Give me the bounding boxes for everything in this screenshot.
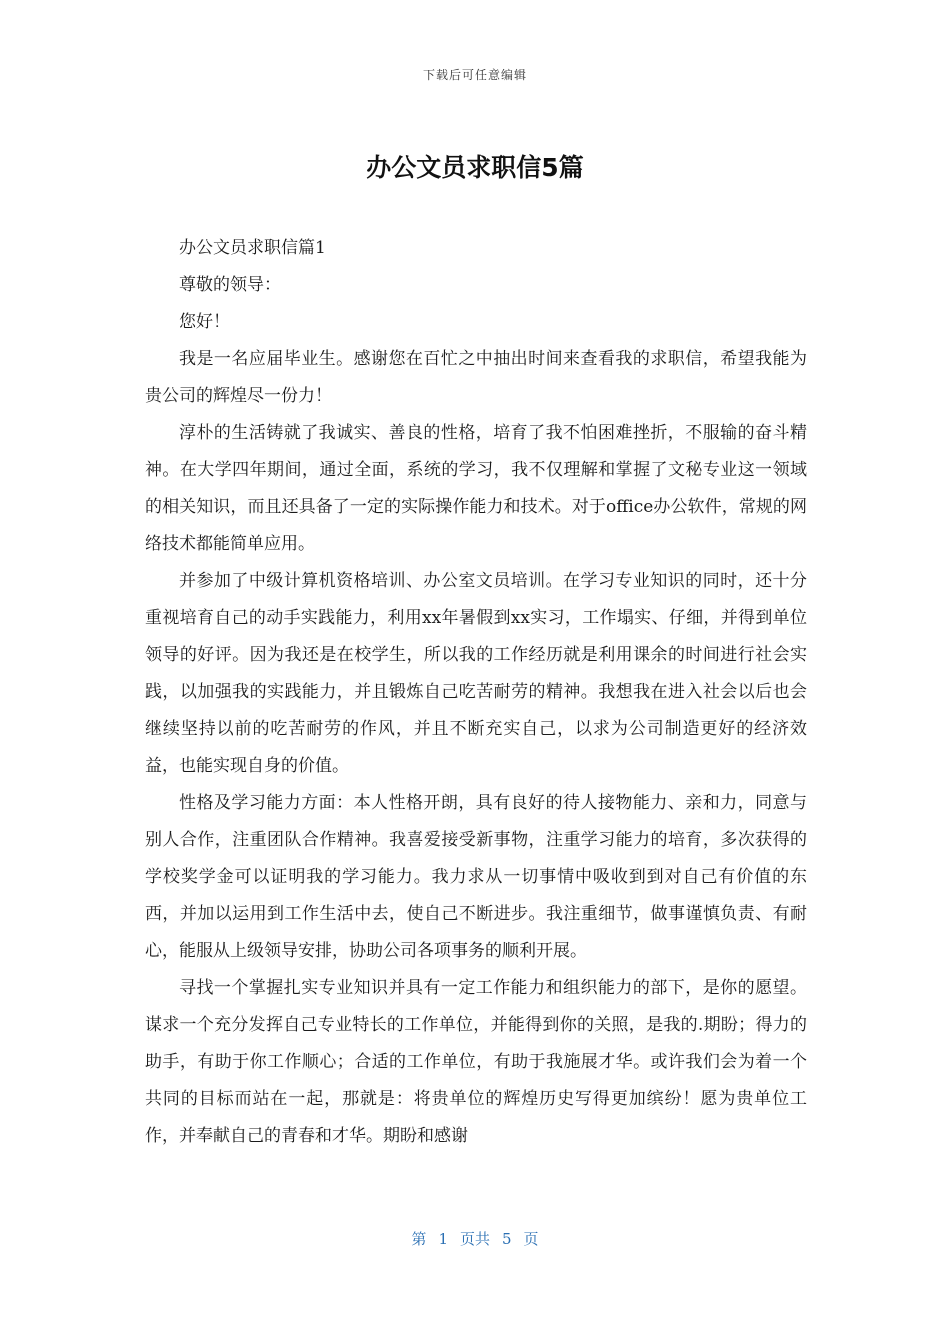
page-current: 1 [438, 1230, 448, 1248]
salutation: 尊敬的领导： [179, 275, 281, 295]
footer-mid: 页共 [459, 1230, 490, 1248]
page-total: 5 [502, 1230, 512, 1248]
document-body [145, 230, 807, 1155]
document-title: 办公文员求职信5篇 [366, 153, 584, 182]
section-heading: 办公文员求职信篇1 [179, 238, 326, 258]
body-paragraph: 并参加了中级计算机资格培训、办公室文员培训。在学习专业知识的同时，还十分重视培育自己的动手实践能力，利用xx年暑假到xx实习，工作塌实、仔细，并得到单位领导的好评。因为我还是在校学生，所以我的工作经历就是利用课余的时间进行社会实践，以加强我的实践能力，并且锻炼自己吃苦耐劳的精神。我想我在进入社会以后也会继续坚持以前的吃苦耐劳的作风，并且不断充实自己，以求为公司制造更好的经济效益，也能实现自身的价值。 [145, 571, 807, 776]
body-paragraph: 我是一名应届毕业生。感谢您在百忙之中抽出时间来查看我的求职信，希望我能为贵公司的辉煌尽一份力！ [145, 349, 807, 406]
greeting: 您好！ [179, 312, 230, 332]
body-paragraph: 寻找一个掌握扎实专业知识并具有一定工作能力和组织能力的部下，是你的愿望。谋求一个充分发挥自己专业特长的工作单位，并能得到你的关照，是我的.期盼；得力的助手，有助于你工作顺心；合适的工作单位，有助于我施展才华。或许我们会为着一个共同的目标而站在一起，那就是：将贵单位的辉煌历史写得更加缤纷！愿为贵单位工作，并奉献自己的青春和才华。期盼和感谢 [145, 978, 807, 1146]
body-paragraph: 性格及学习能力方面：本人性格开朗，具有良好的待人接物能力、亲和力，同意与别人合作，注重团队合作精神。我喜爱接受新事物，注重学习能力的培育，多次获得的学校奖学金可以证明我的学习能力。我力求从一切事情中吸收到到对自己有价值的东西，并加以运用到工作生活中去，使自己不断进步。我注重细节，做事谨慎负责、有耐心，能服从上级领导安排，协助公司各项事务的顺利开展。 [145, 793, 807, 961]
footer-prefix: 第 [411, 1230, 427, 1248]
body-paragraph: 淳朴的生活铸就了我诚实、善良的性格，培育了我不怕困难挫折，不服输的奋斗精神。在大学四年期间，通过全面，系统的学习，我不仅理解和掌握了文秘专业这一领域的相关知识，而且还具备了一定的实际操作能力和技术。对于office办公软件，常规的网络技术都能简单应用。 [145, 423, 807, 554]
page-footer [0, 1228, 950, 1249]
header-note: 下载后可任意编辑 [422, 68, 527, 82]
footer-suffix: 页 [523, 1230, 539, 1248]
